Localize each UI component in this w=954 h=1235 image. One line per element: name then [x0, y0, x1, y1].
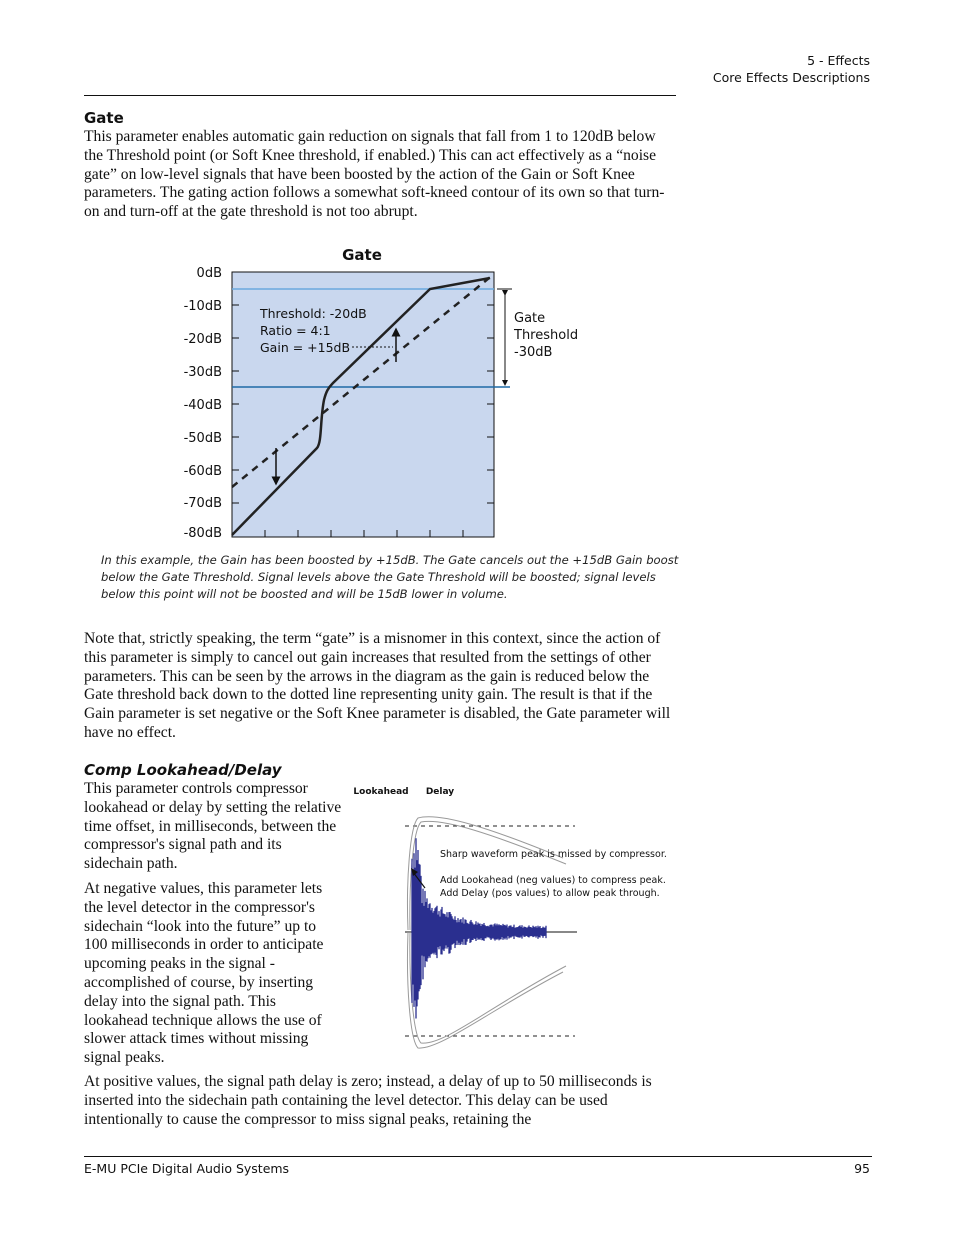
lookahead-heading: Comp Lookahead/Delay: [84, 761, 282, 779]
lookahead-paragraph-3: At positive values, the signal path delay is zero; instead, a delay of up to 50 milliseconds is inserted into the sidechain path containing the level detector. This delay can be used intentionally to cause the compressor to miss signal peaks, retaining the: [84, 1073, 652, 1128]
label-lookahead: Lookahead: [353, 787, 409, 797]
gate-threshold-label-3: -30dB: [514, 345, 553, 360]
y-label-6: -60dB: [183, 464, 222, 479]
y-label-8: -80dB: [183, 526, 222, 541]
gate-threshold-label-1: Gate: [514, 311, 546, 326]
y-label-7: -70dB: [183, 496, 222, 511]
y-label-3: -30dB: [183, 365, 222, 380]
gate-heading: Gate: [84, 109, 124, 127]
footer-title: E-MU PCIe Digital Audio Systems: [84, 1161, 290, 1176]
annotation-threshold: Threshold: -20dB: [260, 306, 367, 321]
y-label-4: -40dB: [183, 398, 222, 413]
lookahead-paragraph-2: At negative values, this parameter lets the level detector in the compressor's sidechain “look into the future” up to 100 milliseconds in order to anticipate upcoming peaks in the signal - accomplished of course, by inserting delay into the signal path. This lookahead technique allows the use of slower attack times without missing signal peaks.: [84, 880, 324, 1067]
header-rule: [84, 95, 676, 96]
annotation-gain: Gain = +15dB: [260, 340, 351, 355]
footer-rule: [84, 1156, 872, 1157]
lookahead-note-3: Add Delay (pos values) to allow peak through.: [440, 888, 660, 899]
header-chapter: 5 - Effects: [807, 53, 870, 68]
y-label-1: -10dB: [183, 299, 222, 314]
gate-figure-caption: In this example, the Gain has been boosted by +15dB. The Gate cancels out the +15dB Gain boost below the Gate Threshold. Signal levels above the Gate Threshold will be boosted; signal levels below this point will not be boosted and will be 15dB lower in volume.: [101, 553, 679, 601]
gate-figure-title: Gate: [342, 246, 382, 264]
gate-paragraph: This parameter enables automatic gain reduction on signals that fall from 1 to 120dB below the Threshold point (or Soft Knee threshold, if enabled.) This can act effectively as a “noise gate” on low-level signals that have been boosted by the action of the Gain or Soft Knee parameters. The gating action follows a somewhat soft-kneed contour of its own so that turn-on and turn-off at the gate threshold is not too abrupt.: [84, 128, 665, 221]
annotation-ratio: Ratio = 4:1: [260, 323, 331, 338]
waveform: [412, 838, 546, 1018]
lookahead-note-2: Add Lookahead (neg values) to compress peak.: [440, 875, 666, 886]
gate-note-paragraph: Note that, strictly speaking, the term “gate” is a misnomer in this context, since the action of this parameter is simply to cancel out gain increases that resulted from the settings of other parameters. This can be seen by the arrows in the diagram as the gain is reduced below the Gate threshold back down to the dotted line representing unity gain. The result is that if the Gain parameter is set negative or the Soft Knee parameter is disabled, the Gate parameter will have no effect.: [84, 630, 671, 741]
y-label-2: -20dB: [183, 332, 222, 347]
gate-diagram: [150, 240, 600, 545]
y-label-5: -50dB: [183, 431, 222, 446]
lookahead-diagram: [345, 780, 680, 1065]
y-label-0: 0dB: [196, 266, 222, 281]
header-section: Core Effects Descriptions: [712, 70, 870, 85]
label-delay: Delay: [425, 787, 455, 797]
running-header: [713, 52, 870, 86]
page-number: 95: [854, 1161, 870, 1176]
lookahead-paragraph-1: This parameter controls compressor lookahead or delay by setting the relative time offset, in milliseconds, between the compressor's signal path and its sidechain path.: [84, 780, 342, 873]
lookahead-note-1: Sharp waveform peak is missed by compressor.: [440, 849, 667, 860]
gate-threshold-label-2: Threshold: [514, 328, 579, 343]
